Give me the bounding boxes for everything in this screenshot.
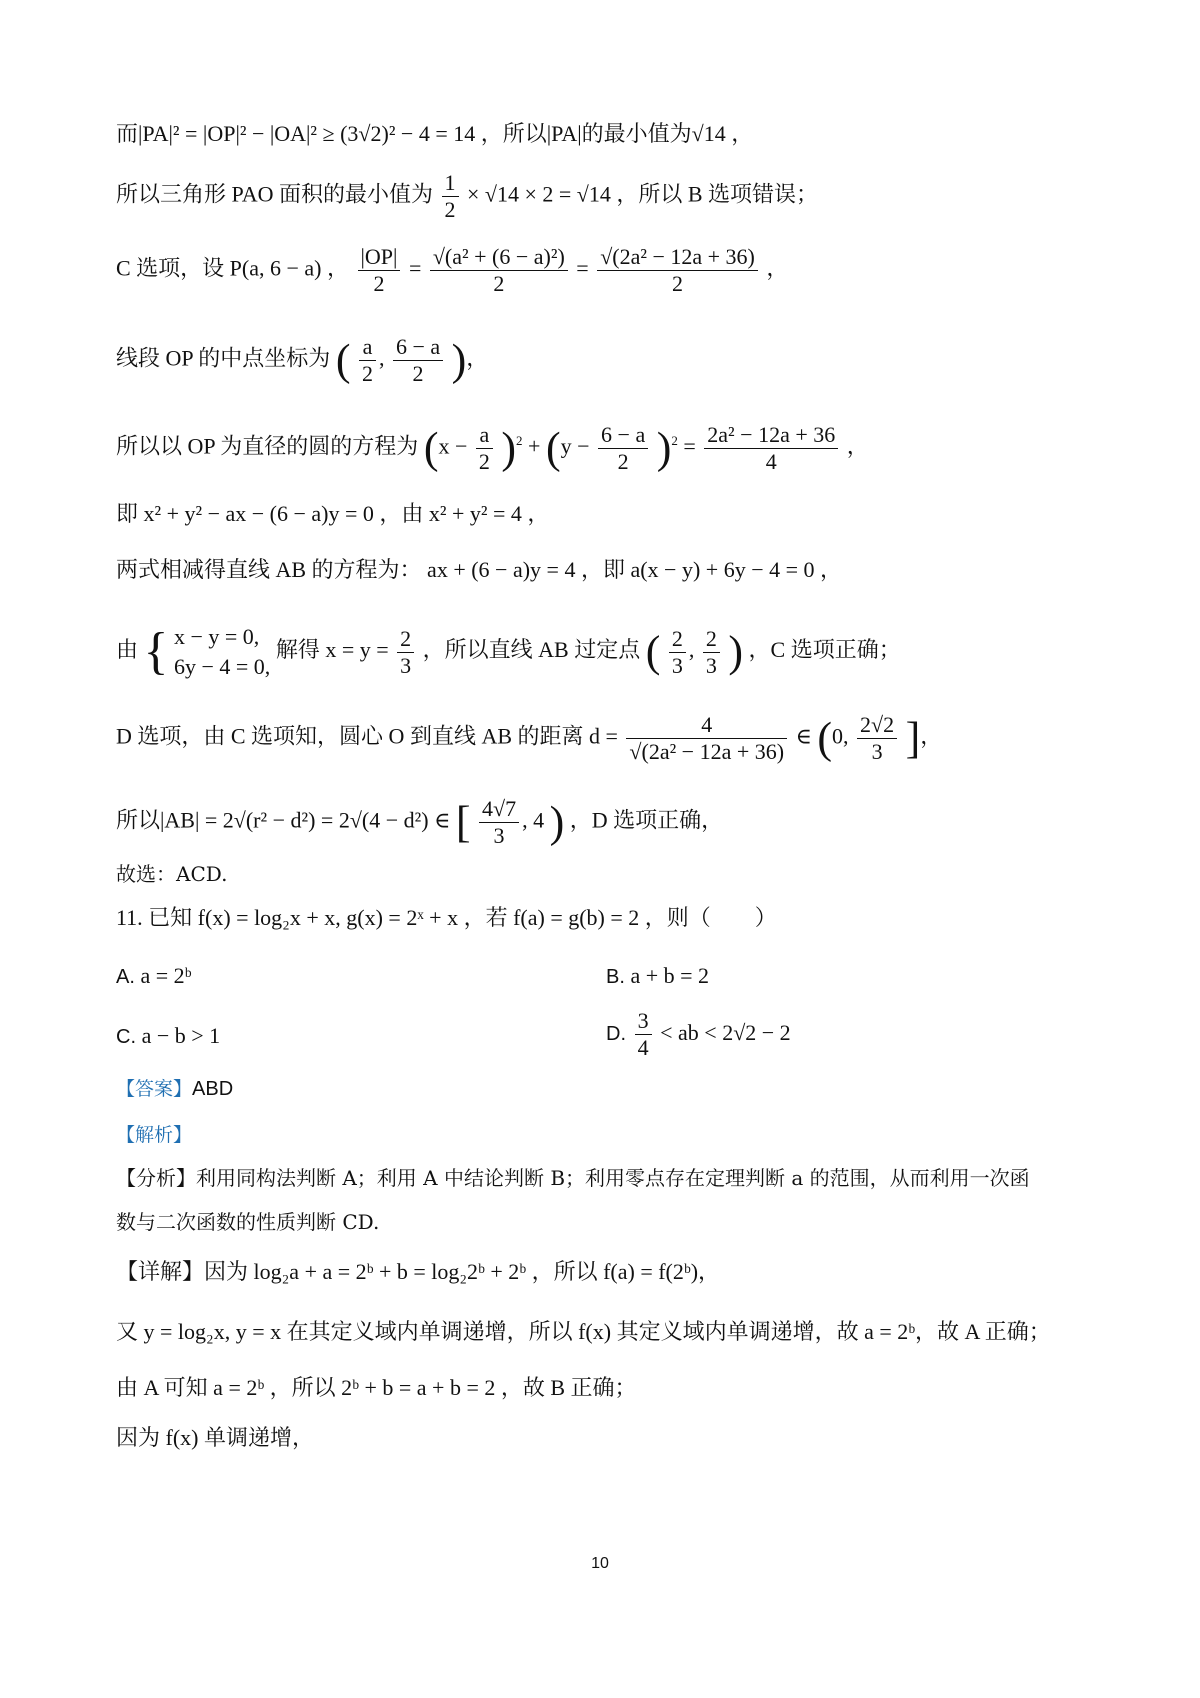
text-line-19: 数与二次函数的性质判断 CD. xyxy=(116,1210,380,1234)
text-line-9-a: D 选项，由 C 选项知，圆心 O 到直线 AB 的距离 d = xyxy=(116,723,618,749)
text-line-8-a: 由 xyxy=(116,637,139,663)
text-line-1: 而|PA|² = |OP|² − |OA|² ≥ (3√2)² − 4 = 14 ，所以|PA|的最小值为√14 ， xyxy=(116,121,754,146)
text-line-11: 故选：ACD. xyxy=(116,862,228,886)
question-11-stem: 11. 已知 f(x) = log₂x + x, g(x) = 2ˣ + x ，若 f(a) = g(b) = 2 ，则（ ） xyxy=(116,905,777,930)
fraction-op-half: $\frac{|OP|}{2}$ xyxy=(358,244,401,297)
detail-line xyxy=(116,1258,720,1286)
text-line-3-a: C 选项，设 P(a, 6 − a) ， xyxy=(116,255,349,281)
fraction-point-y: $\frac{2}{3}$ xyxy=(703,626,720,679)
answer-tag: 【答案】 xyxy=(116,1078,193,1100)
text-line-5: 所以以 OP 为直径的圆的方程为 (x − $\frac{a}{2}$ )$^2$ + (y − $\frac{6 - a}{2}$ )$^2$ = $\frac{\text{2a² − 12a + 36}}{4}$ ， xyxy=(116,422,869,474)
answer-line xyxy=(116,1074,233,1103)
page-number: 10 xyxy=(591,1555,609,1572)
detail-tag: 【详解】 xyxy=(116,1259,205,1284)
answer-value: ABD xyxy=(192,1078,234,1100)
text-line-10: 所以|AB| = 2√(r² − d²) = 2√(4 − d²) ∈ [ $\frac{4√7}{3}$ , 4 ) ，D 选项正确， xyxy=(116,796,724,848)
text-line-2-b: × √14 × 2 = √14 ，所以 B 选项错误； xyxy=(467,181,819,207)
text-line-8: 由 { x − y = 0, 6y − 4 = 0, 解得 x = y = $\frac{2}{3}$ ，所以直线 AB 过定点 ( $\frac{2}{3}$ , $\frac{2}{3}$ ) ，C 选项正确； xyxy=(116,623,901,680)
fenxi-line xyxy=(116,1164,1030,1192)
fraction-distance: $\frac{4}{\text{√(2a² − 12a + 36)}}$ xyxy=(626,712,787,765)
text-line-10-b: ，D 选项正确， xyxy=(569,807,724,833)
fraction-circle-x: $\frac{a}{2}$ xyxy=(476,422,493,475)
fraction-point-x: $\frac{2}{3}$ xyxy=(669,626,686,679)
fraction-solution: $\frac{2}{3}$ xyxy=(397,626,414,679)
fraction-half: $\frac{1}{2}$ xyxy=(442,170,459,223)
text-line-7: 两式相减得直线 AB 的方程为： ax + (6 − a)y = 4 ，即 a(x − y) + 6y − 4 = 0 ， xyxy=(116,557,843,582)
fraction-mid-y: $\frac{6 - a}{2}$ xyxy=(393,334,443,387)
text-line-10-a: 所以|AB| = 2√(r² − d²) = 2√(4 − d²) ∈ xyxy=(116,807,451,833)
text-line-8-b: 解得 x = y = xyxy=(275,637,389,663)
text-line-5-a: 所以以 OP 为直径的圆的方程为 xyxy=(116,433,419,459)
fraction-chord-bound: $\frac{4√7}{3}$ xyxy=(479,796,519,849)
text-line-8-d: ，C 选项正确； xyxy=(748,637,901,663)
fraction-radius-2: $\frac{\text{√(2a² − 12a + 36)}}{2}$ xyxy=(597,244,758,297)
detail-text: 因为 log₂a + a = 2ᵇ + b = log₂2ᵇ + 2ᵇ ，所以 f(a) = f(2ᵇ)， xyxy=(204,1259,721,1284)
text-line-9: D 选项，由 C 选项知，圆心 O 到直线 AB 的距离 d = $\frac{4}{\text{√(2a² − 12a + 36)}}$ ∈ (0, $\frac{2√2}{3}$ ]， xyxy=(116,712,943,764)
fraction-three-quarters: $\frac{3}{4}$ xyxy=(635,1008,652,1061)
text-line-21: 又 y = log₂x, y = x 在其定义域内单调递增，所以 f(x) 其定义域内单调递增，故 a = 2ᵇ，故 A 正确； xyxy=(116,1319,1051,1344)
fraction-mid-x: $\frac{a}{2}$ xyxy=(359,334,376,387)
text-line-4-a: 线段 OP 的中点坐标为 xyxy=(116,345,331,371)
text-line-22: 由 A 可知 a = 2ᵇ ，所以 2ᵇ + b = a + b = 2 ，故 B 正确； xyxy=(116,1375,637,1400)
option-d: D. $\frac{3}{4}$ < ab < 2√2 − 2 xyxy=(606,1008,791,1060)
fenxi-text: 利用同构法判断 A；利用 A 中结论判断 B；利用零点存在定理判断 a 的范围，从而利用一次函 xyxy=(196,1166,1030,1190)
fraction-radius-1: $\frac{\text{√(a² + (6 − a)²)}}{2}$ xyxy=(430,244,568,297)
analysis-heading: 【解析】 xyxy=(116,1124,193,1146)
fraction-circle-r: $\frac{\text{2a² − 12a + 36}}{4}$ xyxy=(704,422,838,475)
fraction-distance-bound: $\frac{2√2}{3}$ xyxy=(857,712,897,765)
text-line-8-c: ，所以直线 AB 过定点 xyxy=(422,637,641,663)
fraction-circle-y: $\frac{6 - a}{2}$ xyxy=(598,422,648,475)
text-line-2-a: 所以三角形 PAO 面积的最小值为 xyxy=(116,181,433,207)
text-line-23: 因为 f(x) 单调递增， xyxy=(116,1425,314,1450)
option-a: A. a = 2ᵇ xyxy=(116,963,192,988)
option-c: C. a − b > 1 xyxy=(116,1023,221,1048)
text-line-6: 即 x² + y² − ax − (6 − a)y = 0 ，由 x² + y² = 4 ， xyxy=(116,501,550,526)
equation-system: x − y = 0, 6y − 4 = 0, xyxy=(173,624,271,679)
fenxi-tag: 【分析】 xyxy=(116,1166,196,1190)
text-line-3: C 选项，设 P(a, 6 − a) ， $\frac{|OP|}{2}$ = $\frac{\text{√(a² + (6 − a)²)}}{2}$ = $\frac{\text{√(2a² − 12a + 36)}}{2}$ ， xyxy=(116,244,789,296)
text-line-4: 线段 OP 的中点坐标为 ( $\frac{a}{2}$ , $\frac{6 - a}{2}$ )， xyxy=(116,334,489,386)
text-line-2 xyxy=(116,170,818,223)
option-b: B. a + b = 2 xyxy=(606,963,710,988)
